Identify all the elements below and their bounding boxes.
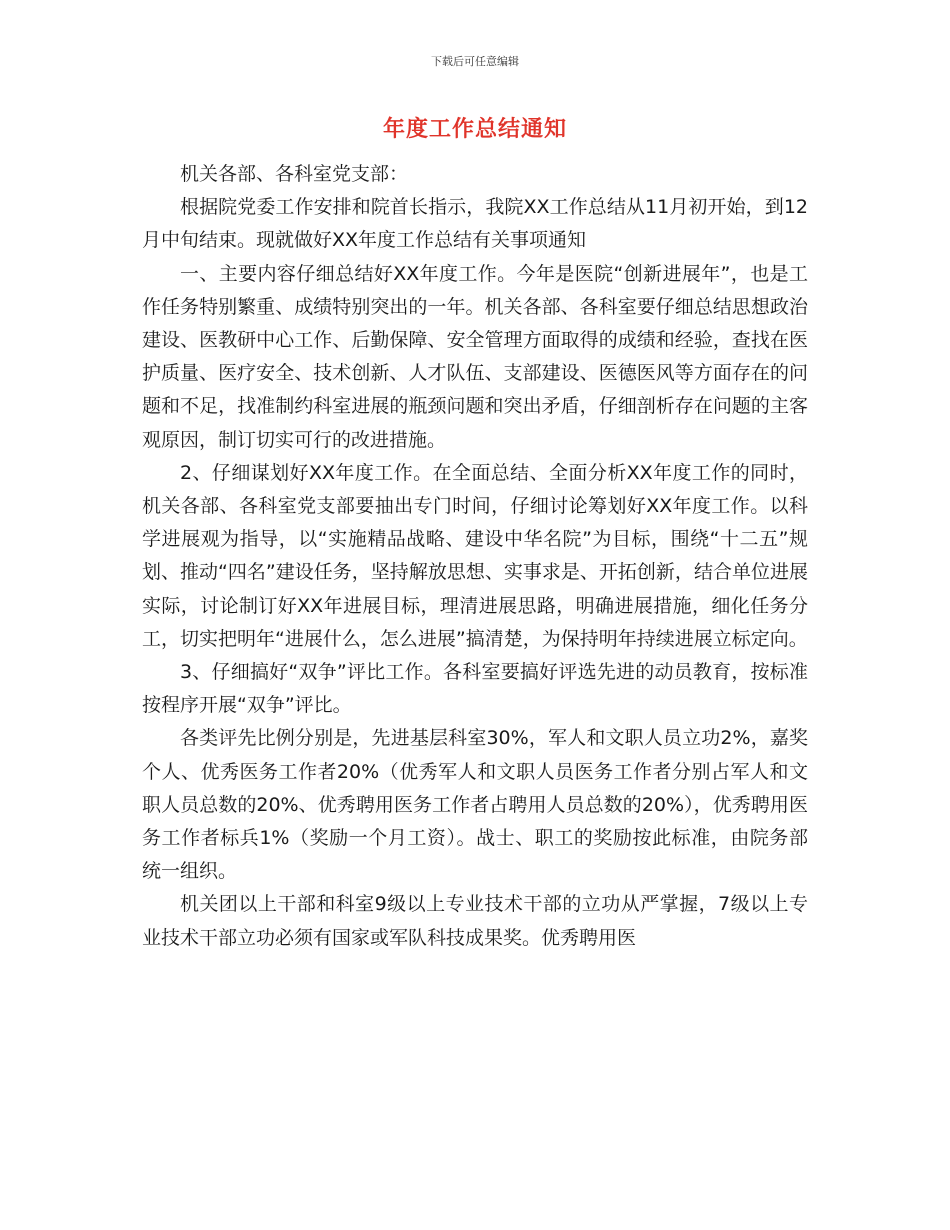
paragraph-intro: 根据院党委工作安排和院首长指示，我院XX工作总结从11月初开始，到12月中旬结束。现就做好XX年度工作总结有关事项通知 [142,196,808,252]
paragraph-section-1: 一、主要内容仔细总结好XX年度工作。今年是医院“创新进展年”，也是工作任务特别繁重、成绩特别突出的一年。机关各部、各科室要仔细总结思想政治建设、医教研中心工作、后勤保障、安全管理方面取得的成绩和经验，查找在医护质量、医疗安全、技术创新、人才队伍、支部建设、医德医风等方面存在的问题和不足，找准制约科室进展的瓶颈问题和突出矛盾，仔细剖析存在问题的主客观原因，制订切实可行的改进措施。 [142,262,808,451]
salutation: 机关各部、各科室党支部： [180,163,409,185]
paragraph-section-2: 2、仔细谋划好XX年度工作。在全面总结、全面分析XX年度工作的同时，机关各部、各科室党支部要抽出专门时间，仔细讨论筹划好XX年度工作。以科学进展观为指导，以“实施精品战略、建设中华名院”为目标，围绕“十二五”规划、推动“四名”建设任务，坚持解放思想、实事求是、开拓创新，结合单位进展实际，讨论制订好XX年进展目标，理清进展思路，明确进展措施，细化任务分工，切实把明年“进展什么，怎么进展”搞清楚，为保持明年持续进展立标定向。 [142,461,808,650]
document-title: 年度工作总结通知 [382,117,567,142]
paragraph-ratios: 各类评先比例分别是，先进基层科室30%，军人和文职人员立功2%，嘉奖个人、优秀医务工作者20%（优秀军人和文职人员医务工作者分别占军人和文职人员总数的20%、优秀聘用医务工作者占聘用人员总数的20%），优秀聘用医务工作者标兵1%（奖励一个月工资）。战士、职工的奖励按此标准，由院务部统一组织。 [142,727,808,883]
document-body [142,158,808,955]
paragraph-cadres: 机关团以上干部和科室9级以上专业技术干部的立功从严掌握，7级以上专业技术干部立功必须有国家或军队科技成果奖。优秀聘用医 [142,893,808,949]
header-note: 下载后可任意编辑 [431,55,519,68]
paragraph-section-3: 3、仔细搞好“双争”评比工作。各科室要搞好评选先进的动员教育，按标准按程序开展“双争”评比。 [142,661,808,717]
